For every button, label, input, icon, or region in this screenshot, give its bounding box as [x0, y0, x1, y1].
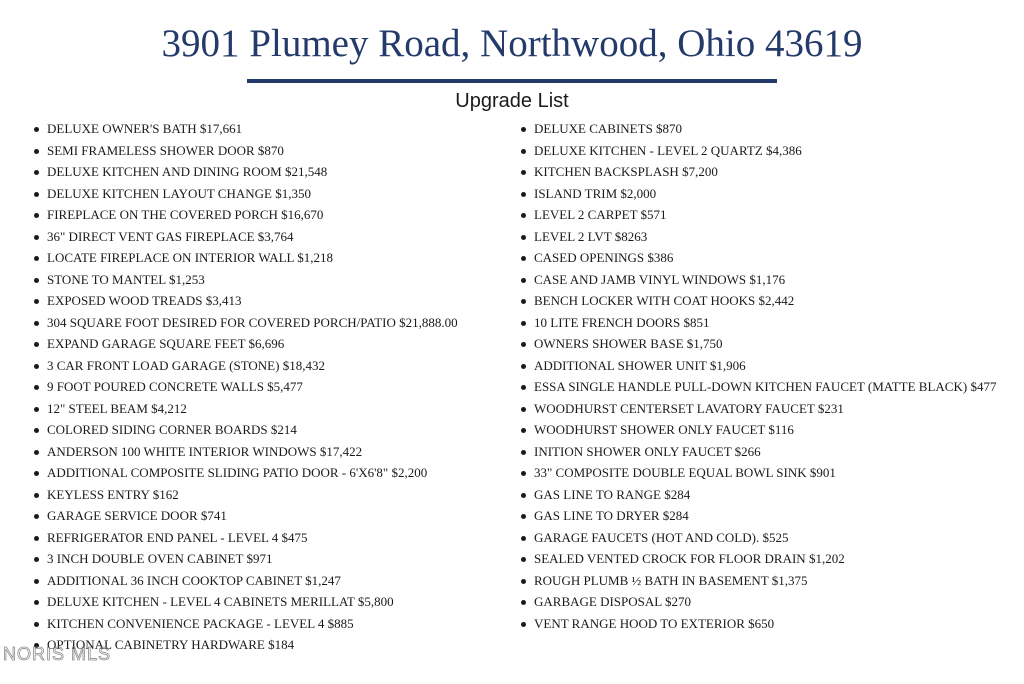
upgrade-list-item [32, 376, 512, 398]
upgrade-list-left [32, 118, 512, 656]
upgrade-item-text: GARBAGE DISPOSAL $270 [534, 594, 691, 609]
bullet-icon [34, 256, 39, 261]
upgrade-list-item [519, 183, 1019, 205]
upgrade-list-item [519, 290, 1019, 312]
upgrade-item-text: 36" DIRECT VENT GAS FIREPLACE $3,764 [47, 228, 294, 244]
bullet-icon [521, 471, 526, 476]
upgrade-item-text: DELUXE KITCHEN LAYOUT CHANGE $1,350 [47, 185, 311, 201]
bullet-icon [34, 299, 39, 304]
bullet-icon [34, 213, 39, 218]
upgrade-list-item [519, 226, 1019, 248]
bullet-icon [34, 170, 39, 175]
upgrade-list-right [519, 118, 1019, 634]
upgrade-item-text: GAS LINE TO DRYER $284 [534, 508, 689, 523]
bullet-icon [521, 364, 526, 369]
upgrade-list-item [32, 183, 512, 205]
upgrade-list-item [519, 312, 1019, 334]
bullet-icon [521, 450, 526, 455]
upgrade-item-text: ADDITIONAL 36 INCH COOKTOP CABINET $1,247 [47, 572, 341, 588]
upgrade-list-item [519, 118, 1019, 140]
bullet-icon [34, 514, 39, 519]
upgrade-item-text: REFRIGERATOR END PANEL - LEVEL 4 $475 [47, 529, 308, 545]
upgrade-item-text: 33" COMPOSITE DOUBLE EQUAL BOWL SINK $901 [534, 465, 836, 480]
upgrade-list-item [32, 527, 512, 549]
upgrade-item-text: LEVEL 2 LVT $8263 [534, 228, 648, 244]
upgrade-item-text: DELUXE OWNER'S BATH $17,661 [47, 121, 243, 136]
upgrade-item-text: CASE AND JAMB VINYL WINDOWS $1,176 [534, 271, 786, 287]
bullet-icon [34, 557, 39, 562]
upgrade-item-text: WOODHURST CENTERSET LAVATORY FAUCET $231 [534, 400, 844, 416]
upgrade-item-text: LOCATE FIREPLACE ON INTERIOR WALL $1,218 [47, 250, 333, 265]
bullet-icon [521, 321, 526, 326]
bullet-icon [521, 493, 526, 498]
upgrade-list-item [519, 247, 1019, 269]
upgrade-list-item [519, 355, 1019, 377]
bullet-icon [521, 256, 526, 261]
bullet-icon [521, 192, 526, 197]
upgrade-list-item [32, 398, 512, 420]
bullet-icon [34, 428, 39, 433]
bullet-icon [34, 622, 39, 627]
upgrade-item-text: OWNERS SHOWER BASE $1,750 [534, 336, 723, 351]
upgrade-item-text: 10 LITE FRENCH DOORS $851 [534, 314, 710, 330]
bullet-icon [34, 364, 39, 369]
upgrade-item-text: KEYLESS ENTRY $162 [47, 486, 179, 502]
upgrade-item-text: KITCHEN BACKSPLASH $7,200 [534, 164, 718, 179]
upgrade-item-text: DELUXE CABINETS $870 [534, 121, 683, 136]
bullet-icon [521, 428, 526, 433]
upgrade-item-text: ADDITIONAL SHOWER UNIT $1,906 [534, 357, 746, 373]
upgrade-item-text: 304 SQUARE FOOT DESIRED FOR COVERED PORCH/PATIO $21,888.00 [47, 314, 458, 330]
upgrade-item-text: GARAGE FAUCETS (HOT AND COLD). $525 [534, 529, 789, 545]
upgrade-list-item [32, 484, 512, 506]
bullet-icon [521, 213, 526, 218]
upgrade-item-text: GAS LINE TO RANGE $284 [534, 486, 691, 502]
upgrade-list-item [519, 462, 1019, 484]
upgrade-item-text: INITION SHOWER ONLY FAUCET $266 [534, 443, 761, 459]
upgrade-item-text: COLORED SIDING CORNER BOARDS $214 [47, 422, 297, 437]
bullet-icon [34, 450, 39, 455]
upgrade-item-text: DELUXE KITCHEN - LEVEL 4 CABINETS MERILLAT $5,800 [47, 594, 394, 609]
bullet-icon [34, 149, 39, 154]
upgrade-item-text: EXPOSED WOOD TREADS $3,413 [47, 293, 242, 308]
upgrade-item-text: VENT RANGE HOOD TO EXTERIOR $650 [534, 615, 775, 631]
bullet-icon [34, 536, 39, 541]
bullet-icon [521, 342, 526, 347]
upgrade-list-item [32, 140, 512, 162]
upgrade-item-text: 3 INCH DOUBLE OVEN CABINET $971 [47, 551, 273, 566]
upgrade-list-item [519, 548, 1019, 570]
upgrade-item-text: STONE TO MANTEL $1,253 [47, 271, 205, 287]
upgrade-list-item [32, 355, 512, 377]
upgrade-item-text: 12" STEEL BEAM $4,212 [47, 400, 187, 416]
upgrade-list-item [32, 226, 512, 248]
upgrade-list-item [32, 613, 512, 635]
bullet-icon [521, 385, 526, 390]
upgrade-list-item [519, 376, 1019, 398]
upgrade-list-item [519, 527, 1019, 549]
bullet-icon [34, 600, 39, 605]
upgrade-item-text: SEMI FRAMELESS SHOWER DOOR $870 [47, 142, 284, 158]
bullet-icon [521, 579, 526, 584]
bullet-icon [34, 385, 39, 390]
upgrade-list-item [519, 419, 1019, 441]
bullet-icon [521, 536, 526, 541]
upgrade-item-text: SEALED VENTED CROCK FOR FLOOR DRAIN $1,202 [534, 551, 845, 566]
upgrade-list-item [32, 312, 512, 334]
upgrade-list-item [519, 441, 1019, 463]
page-subtitle: Upgrade List [455, 90, 569, 112]
upgrade-list-item [32, 505, 512, 527]
bullet-icon [34, 407, 39, 412]
page-title: 3901 Plumey Road, Northwood, Ohio 43619 [161, 22, 863, 65]
bullet-icon [521, 278, 526, 283]
bullet-icon [34, 321, 39, 326]
upgrade-list-item [32, 269, 512, 291]
upgrade-list-item [519, 204, 1019, 226]
upgrade-item-text: ISLAND TRIM $2,000 [534, 185, 657, 201]
upgrade-list-item [519, 269, 1019, 291]
upgrade-item-text: GARAGE SERVICE DOOR $741 [47, 508, 227, 523]
bullet-icon [521, 170, 526, 175]
upgrade-item-text: ANDERSON 100 WHITE INTERIOR WINDOWS $17,422 [47, 443, 363, 459]
upgrade-list-item [32, 441, 512, 463]
upgrade-item-text: ADDITIONAL COMPOSITE SLIDING PATIO DOOR - 6'X6'8" $2,200 [47, 465, 428, 480]
bullet-icon [34, 471, 39, 476]
upgrade-item-text: ESSA SINGLE HANDLE PULL-DOWN KITCHEN FAUCET (MATTE BLACK) $477 [534, 379, 997, 394]
bullet-icon [34, 235, 39, 240]
upgrade-list-item [519, 398, 1019, 420]
bullet-icon [34, 579, 39, 584]
upgrade-list-item [519, 570, 1019, 592]
upgrade-item-text: DELUXE KITCHEN - LEVEL 2 QUARTZ $4,386 [534, 142, 802, 158]
upgrade-item-text: FIREPLACE ON THE COVERED PORCH $16,670 [47, 207, 324, 222]
bullet-icon [521, 407, 526, 412]
upgrade-list-item [32, 591, 512, 613]
upgrade-list-item [519, 505, 1019, 527]
bullet-icon [34, 342, 39, 347]
bullet-icon [521, 600, 526, 605]
upgrade-list-item [519, 591, 1019, 613]
upgrade-list-item [32, 570, 512, 592]
upgrade-list-item [32, 419, 512, 441]
title-divider [247, 79, 777, 83]
upgrade-list-item [519, 333, 1019, 355]
bullet-icon [34, 493, 39, 498]
upgrade-list-item [519, 613, 1019, 635]
upgrade-item-text: 9 FOOT POURED CONCRETE WALLS $5,477 [47, 379, 303, 394]
bullet-icon [521, 299, 526, 304]
upgrade-list-item [32, 462, 512, 484]
bullet-icon [521, 127, 526, 132]
upgrade-item-text: OPTIONAL CABINETRY HARDWARE $184 [47, 637, 295, 652]
upgrade-list-item [32, 548, 512, 570]
upgrade-item-text: BENCH LOCKER WITH COAT HOOKS $2,442 [534, 293, 795, 308]
bullet-icon [34, 192, 39, 197]
bullet-icon [521, 622, 526, 627]
bullet-icon [521, 149, 526, 154]
upgrade-list-item [32, 204, 512, 226]
bullet-icon [521, 235, 526, 240]
upgrade-list-item [519, 161, 1019, 183]
bullet-icon [34, 278, 39, 283]
upgrade-item-text: 3 CAR FRONT LOAD GARAGE (STONE) $18,432 [47, 357, 325, 373]
upgrade-list-item [32, 247, 512, 269]
upgrade-list-item [519, 484, 1019, 506]
bullet-icon [521, 514, 526, 519]
bullet-icon [34, 127, 39, 132]
bullet-icon [521, 557, 526, 562]
upgrade-item-text: CASED OPENINGS $386 [534, 250, 674, 265]
upgrade-item-text: LEVEL 2 CARPET $571 [534, 207, 667, 222]
upgrade-item-text: KITCHEN CONVENIENCE PACKAGE - LEVEL 4 $885 [47, 615, 354, 631]
upgrade-list-item [32, 161, 512, 183]
upgrade-list-item [32, 290, 512, 312]
upgrade-list-item [519, 140, 1019, 162]
upgrade-list-item [32, 333, 512, 355]
upgrade-list-item [32, 118, 512, 140]
upgrade-item-text: EXPAND GARAGE SQUARE FEET $6,696 [47, 336, 285, 351]
upgrade-item-text: ROUGH PLUMB ½ BATH IN BASEMENT $1,375 [534, 572, 808, 588]
mls-watermark: NORIS MLS [3, 644, 112, 664]
upgrade-item-text: DELUXE KITCHEN AND DINING ROOM $21,548 [47, 164, 328, 179]
upgrade-item-text: WOODHURST SHOWER ONLY FAUCET $116 [534, 422, 794, 437]
